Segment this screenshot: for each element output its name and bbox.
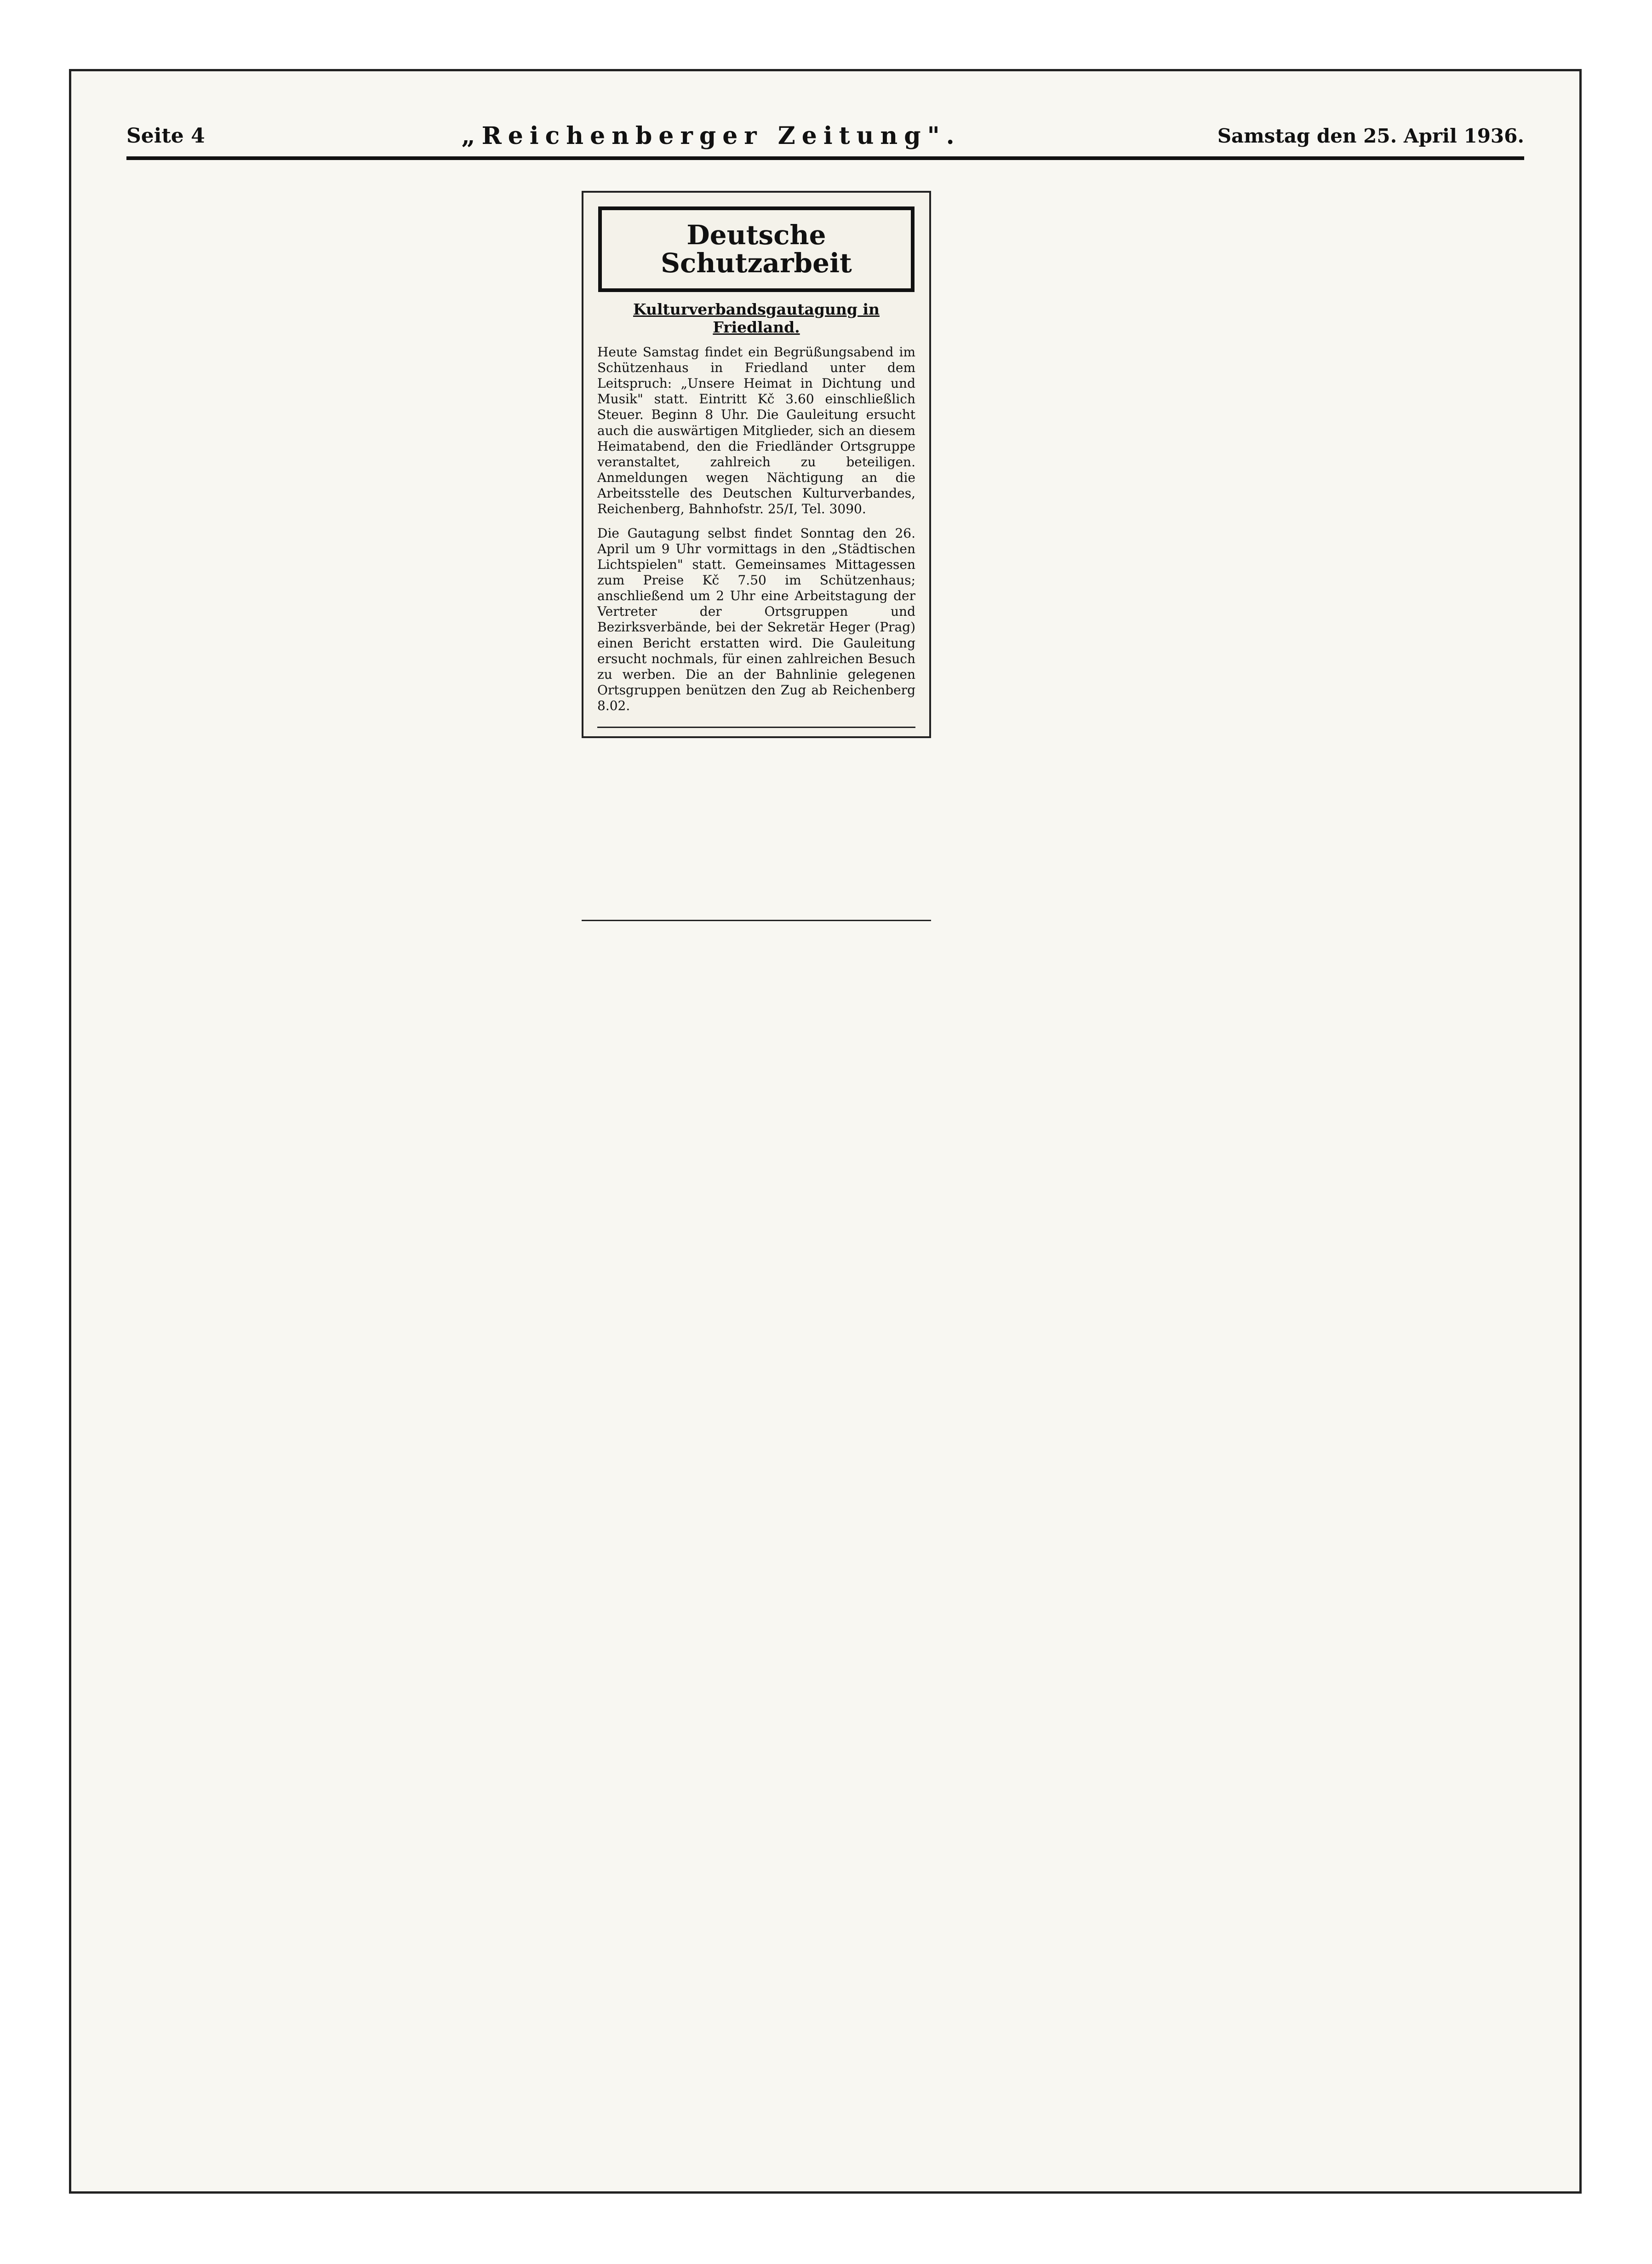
article-subhead: Kulturverbandsgautagung in Friedland. <box>633 300 880 336</box>
issue-date: Samstag den 25. April 1936. <box>1217 124 1524 147</box>
article-banner: Deutsche Schutzarbeit <box>598 206 915 292</box>
article-paragraph: Die Gautagung selbst findet Sonntag den 26. April um 9 Uhr vormittags in den „Städtischen Lichtspielen" statt. Gemeinsames Mittagessen zum Preise Kč 7.50 im Schützenhaus; anschließend um 2 Uhr eine Arbeitstagung der Vertreter der Ortsgruppen und Bezirksverbände, bei der Sekretär Heger (Prag) einen Bericht erstatten wird. Die Gauleitung ersucht nochmals, für einen zahlreichen Besuch zu werben. Die an der Bahnlinie gelegenen Ortsgruppen benützen den Zug ab Reichenberg 8.02. <box>597 525 915 714</box>
article-paragraph: Heute Samstag findet ein Begrüßungsabend im Schützenhaus in Friedland unter dem Leitspruch: „Unsere Heimat in Dichtung und Musik" statt. Eintritt Kč 3.60 einschließlich Steuer. Beginn 8 Uhr. Die Gauleitung ersucht auch die auswärtigen Mitglieder, sich an diesem Heimatabend, den die Friedländer Ortsgruppe veranstaltet, zahlreich zu beteiligen. Anmeldungen wegen Nächtigung an die Arbeitsstelle des Deutschen Kulturverbandes, Reichenberg, Bahnhofstr. 25/I, Tel. 3090. <box>597 344 915 517</box>
page-number: Seite 4 <box>126 124 205 148</box>
masthead <box>126 115 1524 160</box>
section-divider <box>582 920 931 921</box>
newspaper-page <box>69 69 1582 2194</box>
newspaper-title: „Reichenberger Zeitung". <box>461 121 961 150</box>
schutzarbeit-article <box>582 191 931 738</box>
article-body <box>597 344 915 714</box>
article-divider <box>597 727 915 728</box>
